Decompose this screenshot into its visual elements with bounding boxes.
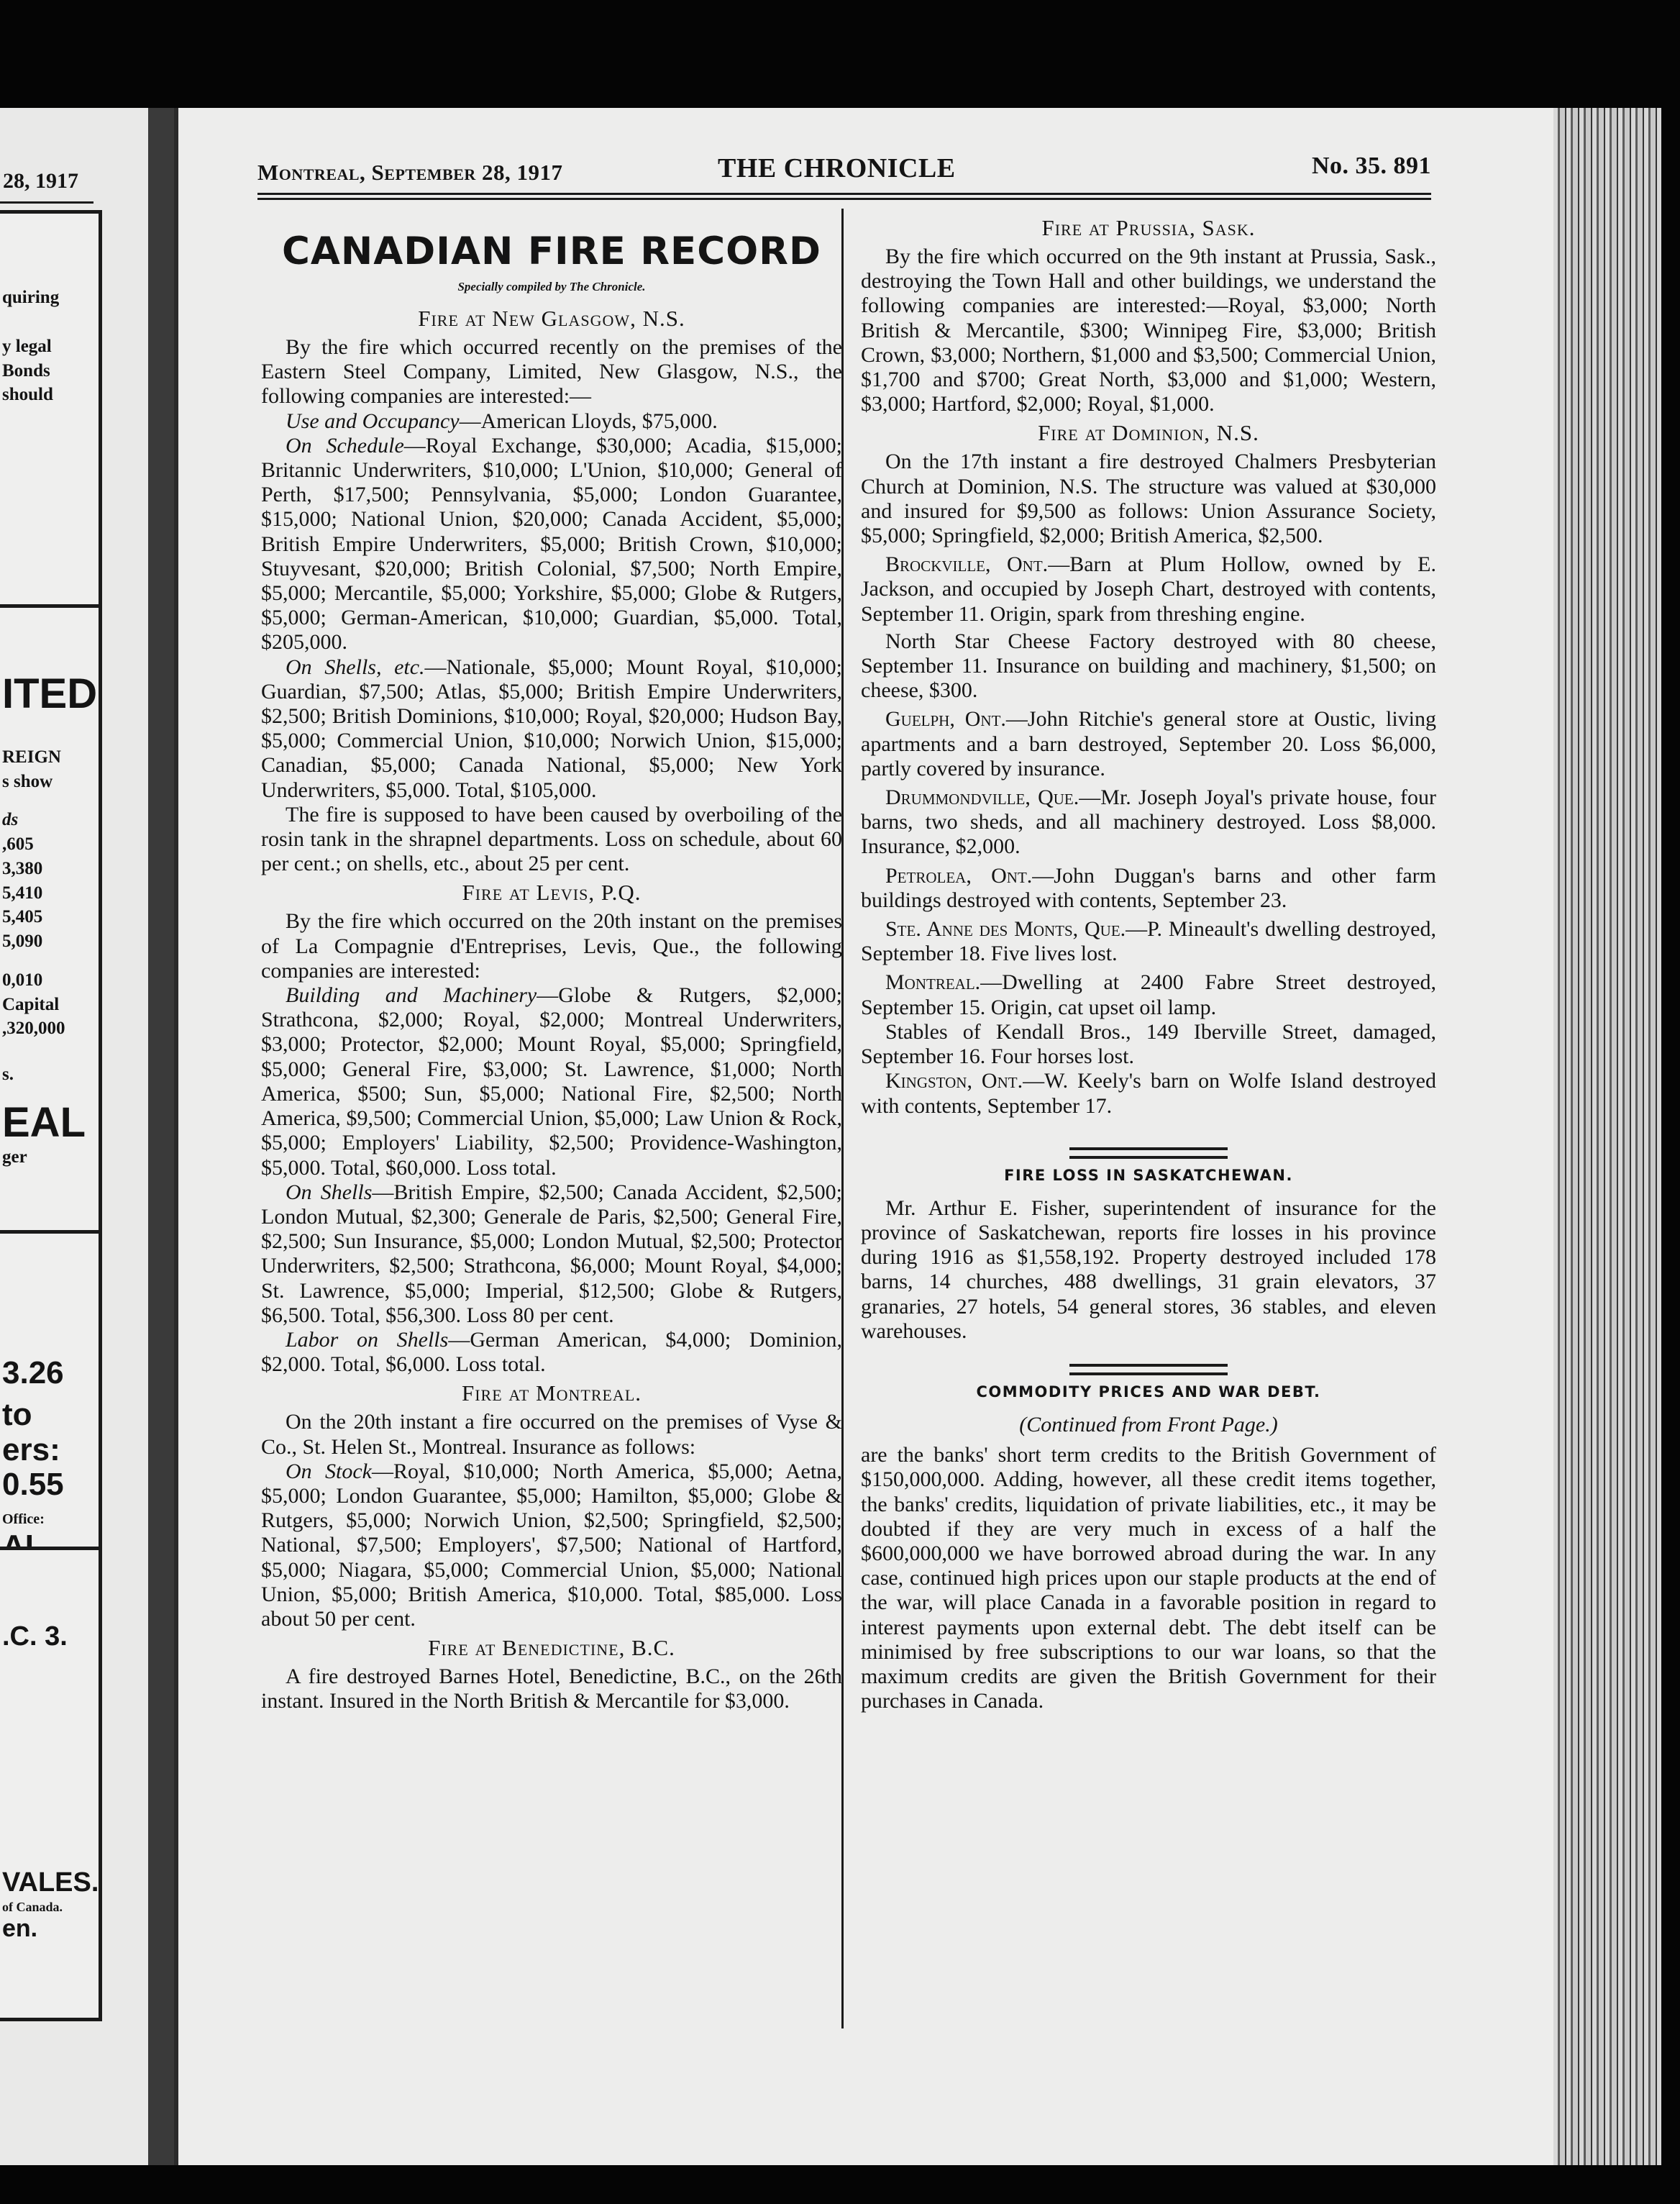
paragraph	[261, 983, 842, 1180]
category-label: Labor on Shells	[286, 1327, 449, 1352]
brief-item	[861, 970, 1436, 1019]
prev-text: 5,410	[2, 883, 43, 903]
prev-text: EAL	[2, 1098, 86, 1146]
section-heading: Fire at Benedictine, B.C.	[428, 1635, 675, 1661]
section-heading: Fire at Levis, P.Q.	[462, 880, 642, 906]
prev-text: 3.26	[2, 1355, 64, 1390]
section-heading-saskatchewan: FIRE LOSS IN SASKATCHEWAN.	[1004, 1166, 1293, 1184]
section-divider	[1069, 1364, 1228, 1375]
category-label: On Shells	[286, 1180, 373, 1204]
category-label: On Stock	[286, 1459, 372, 1483]
brief-item	[861, 785, 1436, 860]
paragraph: Mr. Arthur E. Fisher, superintendent of insurance for the province of Saskatchewan, reports fire losses in his province during 1916 as $1,558,192. Property destroyed included 178 barns, 14 churches, 488 dwellings, 31 grain elevators, 37 granaries, 27 hotels, 54 general stores, 36 stables, and eleven warehouses.	[861, 1196, 1436, 1343]
brief-text: —P. Mineault's dwelling destroyed, September 18. Five lives lost.	[861, 917, 1436, 966]
paragraph-text: —Royal Exchange, $30,000; Acadia, $15,000; Britannic Underwriters, $10,000; L'Union, $10,000; General of Perth, $17,500; Pennsylvania, $5,000; London Guarantee, $15,000; National Union, $20,000; Canada Accident, $5,000; British Empire Underwriters, $5,000; British Crown, $10,000; Stuyvesant, $20,000; British Colonial, $7,500; North Empire, $5,000; Mercantile, $5,000; Yorkshire, $5,000; Globe & Rutgers, $5,000; German-American, $10,000; Guardian, $5,000. Total, $205,000.	[261, 433, 842, 655]
prev-text: 5,405	[2, 907, 43, 927]
prev-text	[2, 954, 99, 968]
paragraph-text: —Globe & Rutgers, $2,000; Strathcona, $2,000; Royal, $2,000; Montreal Underwriters, $3,000; Protector, $2,000; Mount Royal, $5,000; Springfield, $5,000; General Fire, $3,000; St. Lawrence, $1,000; North America, $500; Sun, $5,000; National Fire, $2,500; North America, $9,500; Commercial Union, $5,000; Law Union & Rock, $5,000; Employers' Liability, $2,500; Providence-Washington, $5,000. Total, $60,000. Loss total.	[261, 983, 843, 1180]
paragraph: A fire destroyed Barnes Hotel, Benedictine, B.C., on the 26th instant. Insured in the North British & Mercantile for $3,000.	[261, 1665, 842, 1713]
previous-page-edge	[0, 108, 148, 2165]
prev-text	[2, 1041, 99, 1062]
header-publication: THE CHRONICLE	[718, 153, 956, 183]
paragraph	[261, 1328, 842, 1377]
brief-item	[861, 552, 1436, 627]
place-name: Guelph, Ont.	[885, 707, 1006, 732]
prev-text: REIGN	[2, 747, 61, 767]
prev-text: en.	[2, 1914, 38, 1942]
section-heading: Fire at Prussia, Sask.	[1041, 215, 1256, 240]
prev-text: Office:	[2, 1511, 45, 1527]
place-name: Drummondville, Que.	[885, 785, 1079, 810]
header-dateline: Montreal, September 28, 1917	[257, 160, 563, 185]
paragraph: On the 17th instant a fire destroyed Chalmers Presbyterian Church at Dominion, N.S. The structure was valued at $30,000 and insured for $9,500 as follows: Union Assurance Society, $5,000; Springfield, $2,000; British America, $2,500.	[861, 450, 1436, 548]
prev-text: quiring	[2, 288, 60, 307]
paragraph	[261, 434, 842, 655]
place-name: Montreal.	[885, 970, 981, 995]
paragraph	[261, 409, 842, 434]
continued-note: (Continued from Front Page.)	[1019, 1412, 1278, 1436]
section-heading-commodity: COMMODITY PRICES AND WAR DEBT.	[976, 1383, 1321, 1401]
brief-item	[861, 864, 1436, 913]
section-heading: Fire at Dominion, N.S.	[1038, 420, 1259, 446]
section-divider	[1069, 1147, 1228, 1159]
paragraph: The fire is supposed to have been caused by overboiling of the rosin tank in the shrapnel departments. Loss on schedule, about 60 per cent.; on shells, etc., about 25 per cent.	[261, 802, 842, 876]
paragraph	[261, 655, 842, 803]
category-label: On Shells, etc.	[286, 655, 425, 679]
article-byline: Specially compiled by The Chronicle.	[457, 280, 646, 293]
category-label: Use and Occupancy	[286, 409, 460, 433]
brief-item	[861, 707, 1436, 781]
place-name: Kingston, Ont.	[885, 1069, 1023, 1093]
paragraph-text: —British Empire, $2,500; Canada Accident, $2,500; London Mutual, $2,300; Generale de Paris, $2,500; General Fire, $2,500; Sun Insurance, $5,000; London Mutual, $2,500; Protector Underwriters, $2,500; Strathcona, $6,000; Mount Royal, $4,000; St. Lawrence, $5,000; Imperial, $12,500; Globe & Rutgers, $6,500. Total, $56,300. Loss 80 per cent.	[261, 1180, 843, 1327]
brief-item: Stables of Kendall Bros., 149 Iberville Street, damaged, September 16. Four horses lost.	[861, 1019, 1436, 1069]
paragraph	[261, 1460, 842, 1631]
prev-text: ger	[2, 1147, 27, 1167]
prev-ad-box-4	[0, 1547, 102, 2021]
paragraph: are the banks' short term credits to the British Government of $150,000,000. Adding, however, all these credit items together, the banks' credits, liquidation of private liabilities, etc., it may be doubted if they are very much in excess of a half the $600,000,000 we have borrowed abroad during the war. In any case, continued high prices upon our staple products at the end of the war, will place Canada in a favorable position in regard to interest payments upon external debt. The debt itself can be minimised by free subscriptions to our war loans, so that the maximum credits are given the British Government for their purchases in Canada.	[861, 1443, 1436, 1713]
paragraph: By the fire which occurred on the 20th instant on the premises of La Compagnie d'Entreprises, Levis, Que., the following companies are interested:	[261, 909, 842, 983]
header-rule	[257, 193, 1431, 200]
paragraph: By the fire which occurred recently on the premises of the Eastern Steel Company, Limited, New Glasgow, N.S., the following companies are interested:—	[261, 335, 842, 409]
prev-ad-box-2	[0, 604, 102, 1295]
prev-text: 5,090	[2, 932, 43, 952]
brief-text: —Barn at Plum Hollow, owned by E. Jackson, and occupied by Joseph Chart, destroyed with contents, September 11. Origin, spark from threshing engine.	[861, 552, 1436, 626]
prev-text: 0.55	[2, 1467, 64, 1503]
prev-text: of Canada.	[2, 1899, 63, 1914]
prev-text: s show	[2, 771, 53, 791]
paragraph	[261, 1180, 842, 1328]
brief-text: —Dwelling at 2400 Fabre Street destroyed, September 15. Origin, cat upset oil lamp.	[861, 970, 1436, 1019]
article-title: CANADIAN FIRE RECORD	[282, 229, 821, 273]
brief-text: —John Ritchie's general store at Oustic, living apartments and a barn destroyed, September 20. Loss $6,000, partly covered by insurance.	[861, 707, 1436, 780]
prev-text: ers:	[2, 1431, 60, 1467]
prev-text: s.	[2, 1065, 14, 1085]
place-name: Ste. Anne des Monts, Que.	[885, 917, 1126, 942]
running-header	[257, 152, 1431, 186]
prev-text: .C. 3.	[2, 1621, 68, 1652]
place-name: Petrolea, Ont.	[885, 863, 1033, 888]
prev-text: ,605	[2, 834, 34, 855]
paragraph-text: —American Lloyds, $75,000.	[459, 409, 718, 433]
prev-text: ITED	[2, 670, 98, 717]
section-heading: Fire at New Glasgow, N.S.	[418, 306, 685, 331]
prev-text: Capital	[2, 994, 60, 1014]
prev-text: ds	[2, 810, 19, 830]
prev-text: should	[2, 385, 53, 405]
place-name: Brockville, Ont.	[885, 552, 1049, 577]
brief-item	[861, 1069, 1436, 1118]
paragraph: By the fire which occurred on the 9th instant at Prussia, Sask., destroying the Town Hall and other buildings, we understand the following companies are interested:—Royal, $3,000; North British & Mercantile, $300; Winnipeg Fire, $3,000; British Crown, $3,000; Northern, $1,000 and $3,500; Commercial Union, $1,700 and $700; Great North, $3,000 and $1,000; Western, $3,000; Hartford, $2,000; Royal, $1,000.	[861, 245, 1436, 416]
brief-text: —John Duggan's barns and other farm buildings destroyed with contents, September 23.	[861, 863, 1436, 912]
prev-text: ,320,000	[2, 1019, 65, 1039]
left-column	[261, 209, 842, 1714]
prev-text	[2, 793, 99, 808]
prev-text: 0,010	[2, 970, 43, 990]
prev-text: to	[2, 1397, 32, 1433]
section-heading: Fire at Montreal.	[461, 1380, 642, 1406]
prev-text	[2, 310, 99, 334]
prev-text: VALES.	[2, 1867, 99, 1898]
book-page-edges	[1553, 108, 1661, 2165]
header-issue-page: No. 35. 891	[1311, 152, 1431, 179]
paragraph-text: —Royal, $10,000; North America, $5,000; Aetna, $5,000; London Guarantee, $5,000; Hamilton, $5,000; Globe & Rutgers, $5,000; Norwich Union, $2,500; Springfield, $2,500; National, $7,500; Employers', $7,500; National of Hartford, $5,000; Niagara, $5,000; Commercial Union, $5,000; National Union, $5,000; British America, $10,000. Total, $85,000. Loss about 50 per cent.	[261, 1459, 842, 1631]
paragraph-text: —Nationale, $5,000; Mount Royal, $10,000; Guardian, $7,500; Atlas, $5,000; British Empire Underwriters, $2,500; British Dominions, $10,000; Royal, $20,000; Hudson Bay, $5,000; Commercial Union, $10,000; Norwich Union, $15,000; Canadian, $5,000; Canada National, $5,000; New York Underwriters, $5,000. Total, $105,000.	[261, 655, 842, 802]
paragraph: On the 20th instant a fire occurred on the premises of Vyse & Co., St. Helen St., Montreal. Insurance as follows:	[261, 1410, 842, 1459]
category-label: Building and Machinery	[286, 983, 537, 1008]
prev-header-fragment: 28, 1917	[3, 169, 78, 193]
brief-item	[861, 917, 1436, 966]
right-column	[861, 209, 1436, 1713]
brief-item: North Star Cheese Factory destroyed with 80 cheese, September 11. Insurance on building and machinery, $1,500; on cheese, $300.	[861, 629, 1436, 703]
prev-text: 3,380	[2, 858, 43, 878]
category-label: On Schedule	[286, 433, 404, 457]
brief-text: —Mr. Joseph Joyal's private house, four barns, two sheds, and all machinery destroyed. Loss $8,000. Insurance, $2,000.	[861, 785, 1437, 859]
prev-text: y legal	[2, 336, 52, 356]
prev-text: Bonds	[2, 360, 50, 381]
brief-text: —W. Keely's barn on Wolfe Island destroyed with contents, September 17.	[861, 1069, 1436, 1118]
paragraph-text: —German American, $4,000; Dominion, $2,000. Total, $6,000. Loss total.	[261, 1327, 842, 1377]
